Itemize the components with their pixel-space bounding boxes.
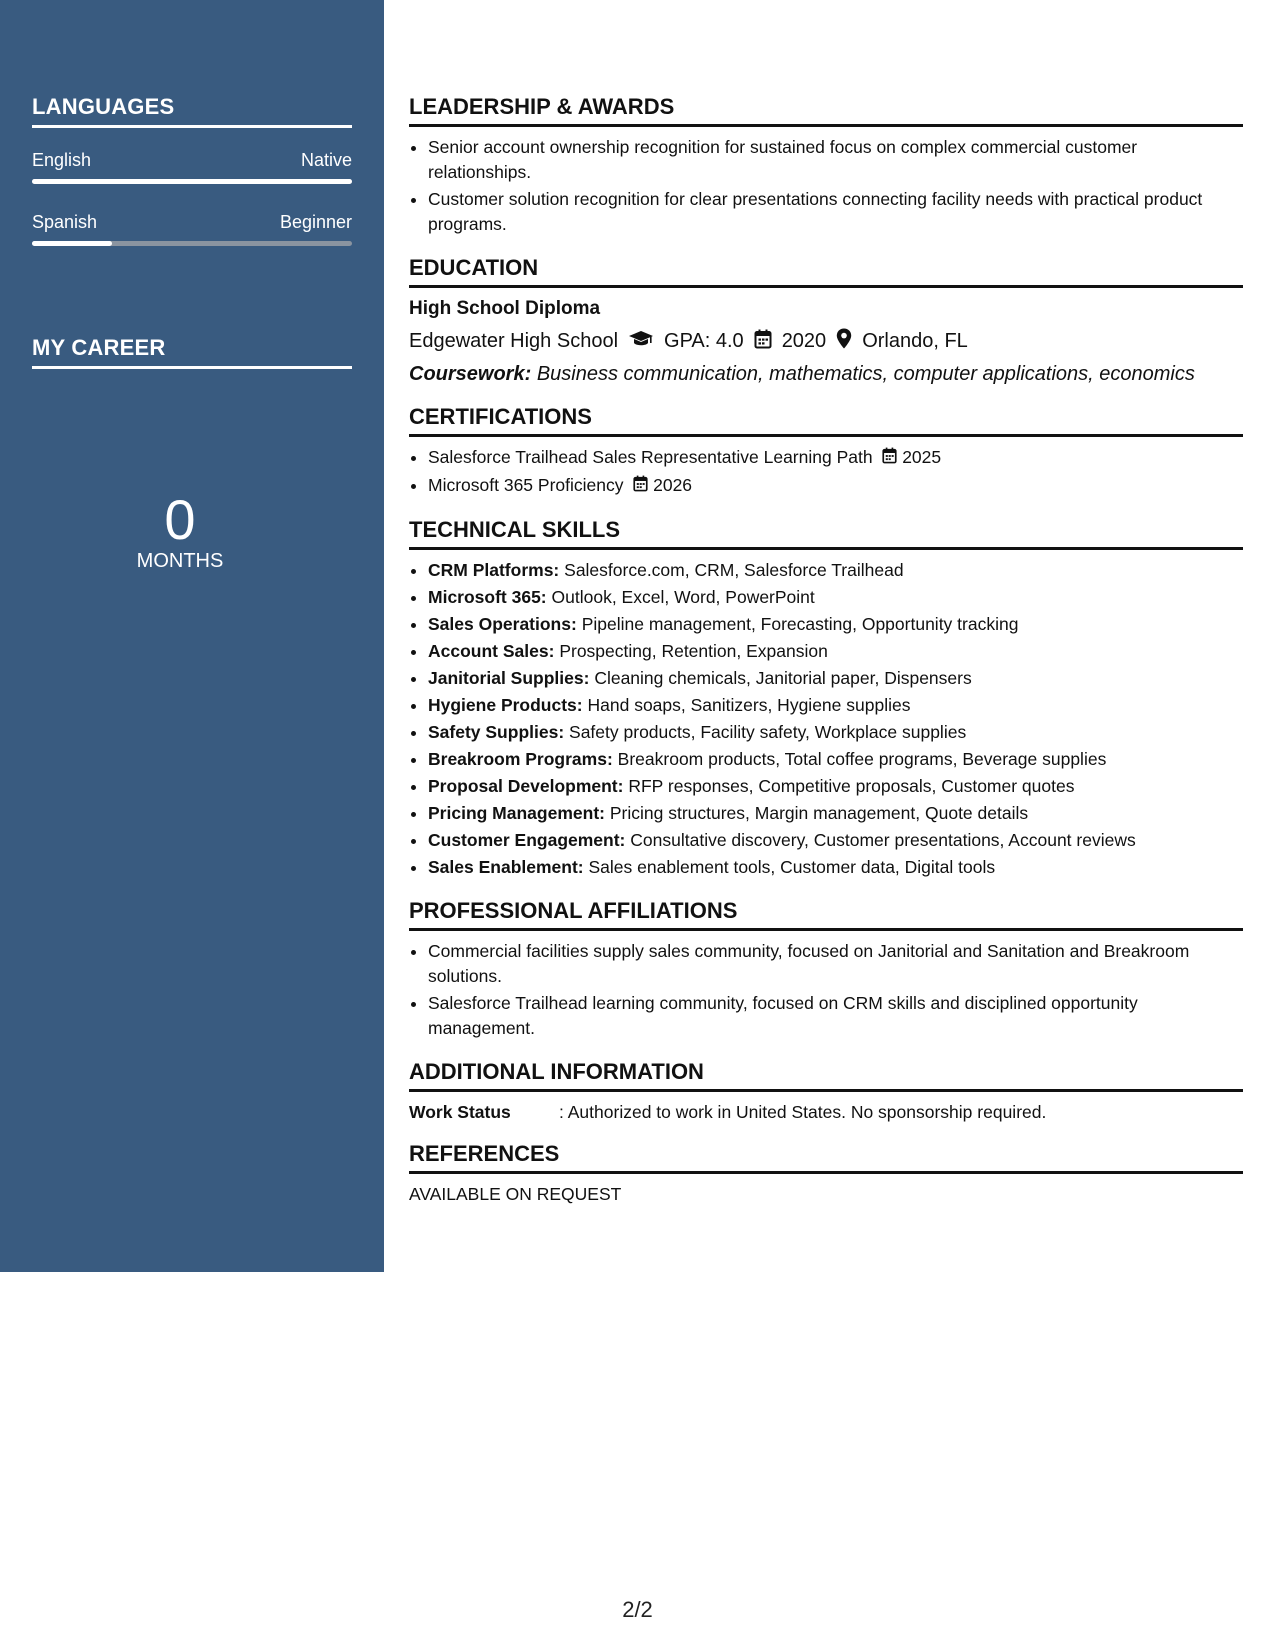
affiliations-section bbox=[409, 898, 1243, 1041]
list-item: • Salesforce Trailhead learning community, focused on CRM skills and disciplined opportunity management. bbox=[428, 991, 1243, 1041]
calendar-icon bbox=[882, 446, 897, 471]
certification-name: Salesforce Trailhead Sales Representative Learning Path bbox=[428, 447, 873, 467]
graduation-cap-icon bbox=[628, 330, 654, 354]
leadership-section bbox=[409, 94, 1243, 237]
skill-values: RFP responses, Competitive proposals, Customer quotes bbox=[628, 775, 1075, 796]
page-number: 2/2 bbox=[622, 1597, 653, 1622]
main-content bbox=[409, 94, 1243, 1223]
work-status-label: Work Status bbox=[409, 1101, 511, 1122]
language-row bbox=[32, 150, 352, 171]
list-item: • Customer solution recognition for clear presentations connecting facility needs with practical product programs. bbox=[428, 187, 1243, 237]
skill-category: Account Sales: bbox=[428, 640, 555, 661]
list-item bbox=[428, 828, 1243, 853]
list-item bbox=[428, 720, 1243, 745]
list-item bbox=[428, 855, 1243, 880]
leadership-list bbox=[409, 135, 1243, 237]
skill-category: Breakroom Programs: bbox=[428, 748, 613, 769]
degree-title: High School Diploma bbox=[409, 298, 601, 319]
skill-values: Pricing structures, Margin management, Quote details bbox=[609, 802, 1029, 823]
skill-values: Cleaning chemicals, Janitorial paper, Dispensers bbox=[594, 667, 972, 688]
language-level: Native bbox=[300, 150, 352, 170]
skill-category: Proposal Development: bbox=[428, 775, 624, 796]
skill-values: Breakroom products, Total coffee programs, Beverage supplies bbox=[617, 748, 1107, 769]
career-months-value: 0 bbox=[164, 488, 196, 551]
work-status-value: : Authorized to work in United States. No sponsorship required. bbox=[559, 1101, 1047, 1122]
calendar-icon bbox=[754, 329, 772, 355]
certifications-heading: CERTIFICATIONS bbox=[409, 404, 1243, 437]
languages-heading: LANGUAGES bbox=[32, 94, 352, 128]
leadership-heading: LEADERSHIP & AWARDS bbox=[409, 94, 1243, 127]
certification-name: Microsoft 365 Proficiency bbox=[428, 474, 624, 495]
certification-year: 2025 bbox=[902, 447, 942, 467]
references-section bbox=[409, 1141, 1243, 1205]
skill-values: Prospecting, Retention, Expansion bbox=[559, 640, 828, 661]
list-item bbox=[428, 774, 1243, 799]
certification-year: 2026 bbox=[653, 474, 693, 495]
list-item bbox=[428, 445, 1243, 471]
skill-category: Janitorial Supplies: bbox=[428, 667, 590, 688]
education-section bbox=[409, 255, 1243, 386]
references-text: AVAILABLE ON REQUEST bbox=[409, 1183, 622, 1204]
list-item: • Senior account ownership recognition for sustained focus on complex commercial customer relationships. bbox=[428, 135, 1243, 185]
education-details bbox=[409, 328, 1243, 355]
list-item bbox=[428, 801, 1243, 826]
coursework-list: Business communication, mathematics, computer applications, economics bbox=[536, 363, 1195, 385]
location-pin-icon bbox=[836, 328, 852, 355]
coursework-label: Coursework: bbox=[409, 363, 532, 385]
certifications-section bbox=[409, 404, 1243, 499]
certifications-list bbox=[409, 445, 1243, 499]
skill-category: Microsoft 365: bbox=[428, 586, 547, 607]
sidebar bbox=[0, 0, 384, 1272]
coursework bbox=[409, 363, 1243, 386]
career-heading: MY CAREER bbox=[32, 335, 352, 369]
language-proficiency-fill bbox=[32, 179, 352, 184]
list-item bbox=[428, 666, 1243, 691]
gpa-value: GPA: 4.0 bbox=[664, 330, 744, 352]
list-item bbox=[428, 473, 1243, 499]
skill-category: Customer Engagement: bbox=[428, 829, 626, 850]
career-months-unit: MONTHS bbox=[136, 550, 224, 572]
skill-category: CRM Platforms: bbox=[428, 559, 560, 580]
skills-heading: TECHNICAL SKILLS bbox=[409, 517, 1243, 550]
affiliations-heading: PROFESSIONAL AFFILIATIONS bbox=[409, 898, 1243, 931]
calendar-icon bbox=[633, 474, 648, 499]
skill-category: Hygiene Products: bbox=[428, 694, 583, 715]
career-section bbox=[32, 335, 352, 369]
school-name: Edgewater High School bbox=[409, 330, 619, 352]
skill-category: Safety Supplies: bbox=[428, 721, 565, 742]
skill-values: Consultative discovery, Customer presentations, Account reviews bbox=[630, 829, 1136, 850]
language-row bbox=[32, 212, 352, 233]
skill-category: Sales Enablement: bbox=[428, 856, 584, 877]
skill-values: Salesforce.com, CRM, Salesforce Trailhead bbox=[564, 559, 904, 580]
list-item bbox=[428, 612, 1243, 637]
skill-values: Hand soaps, Sanitizers, Hygiene supplies bbox=[587, 694, 911, 715]
skill-values: Outlook, Excel, Word, PowerPoint bbox=[551, 586, 815, 607]
school-location: Orlando, FL bbox=[862, 330, 968, 352]
references-heading: REFERENCES bbox=[409, 1141, 1243, 1174]
additional-heading: ADDITIONAL INFORMATION bbox=[409, 1059, 1243, 1092]
skill-category: Sales Operations: bbox=[428, 613, 577, 634]
skill-values: Pipeline management, Forecasting, Opportunity tracking bbox=[581, 613, 1019, 634]
additional-section bbox=[409, 1059, 1243, 1123]
list-item bbox=[428, 693, 1243, 718]
languages-section bbox=[32, 94, 352, 246]
list-item bbox=[428, 585, 1243, 610]
list-item bbox=[428, 558, 1243, 583]
language-proficiency-fill bbox=[32, 241, 112, 246]
work-status-row bbox=[409, 1102, 1243, 1123]
list-item: • Commercial facilities supply sales community, focused on Janitorial and Sanitation and Breakroom solutions. bbox=[428, 939, 1243, 989]
language-proficiency-bar bbox=[32, 179, 352, 184]
list-item bbox=[428, 747, 1243, 772]
language-name: Spanish bbox=[32, 212, 98, 232]
affiliations-list bbox=[409, 939, 1243, 1041]
language-proficiency-bar bbox=[32, 241, 352, 246]
graduation-year: 2020 bbox=[781, 330, 827, 352]
skill-values: Safety products, Facility safety, Workplace supplies bbox=[569, 721, 967, 742]
language-level: Beginner bbox=[279, 212, 352, 232]
list-item bbox=[428, 639, 1243, 664]
education-heading: EDUCATION bbox=[409, 255, 1243, 288]
skill-category: Pricing Management: bbox=[428, 802, 605, 823]
skills-list bbox=[409, 558, 1243, 880]
language-name: English bbox=[32, 150, 92, 170]
skill-values: Sales enablement tools, Customer data, Digital tools bbox=[588, 856, 996, 877]
skills-section bbox=[409, 517, 1243, 880]
